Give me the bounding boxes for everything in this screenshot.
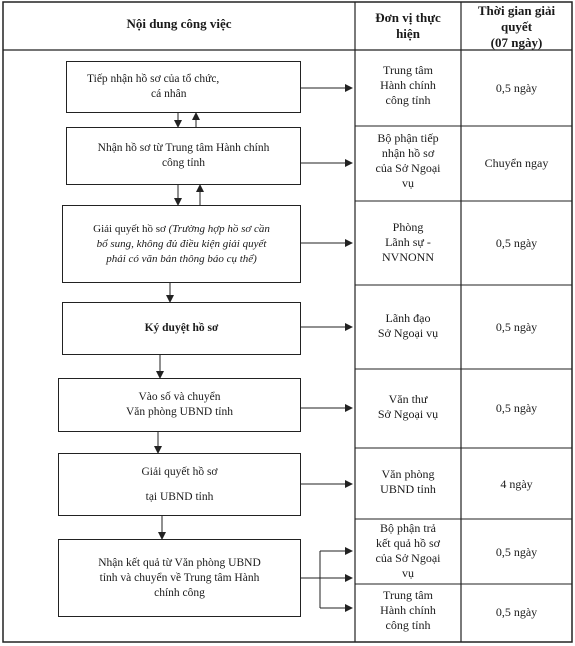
header-time-line1: Thời gian giải xyxy=(477,3,556,18)
unit-line: Lãnh sự - xyxy=(385,235,431,249)
header-time-line3: (07 ngày) xyxy=(490,35,543,50)
unit-line: Sở Ngoại vụ xyxy=(377,407,439,421)
step-text: Ký duyệt hồ sơ xyxy=(144,322,219,334)
unit-line: NVNONN xyxy=(382,250,434,264)
step-text: Nhận kết quả từ Văn phòng UBND xyxy=(98,556,261,569)
unit-line: Sở Ngoại vụ xyxy=(377,326,439,340)
unit-line: Văn phòng xyxy=(381,467,435,481)
step-text-italic: phải có văn bản thông báo cụ thể) xyxy=(106,252,257,265)
unit-cell xyxy=(355,311,461,341)
unit-line: Hành chính xyxy=(380,603,436,617)
unit-cell xyxy=(355,588,461,633)
time-cell: 0,5 ngày xyxy=(495,236,538,250)
unit-line: UBND tỉnh xyxy=(380,482,436,496)
unit-line: Lãnh đạo xyxy=(385,311,431,325)
unit-line: Hành chính xyxy=(380,78,436,92)
time-cell: Chuyển ngay xyxy=(484,156,549,170)
unit-line: vụ xyxy=(402,566,414,580)
unit-cell xyxy=(355,220,461,265)
unit-line: của Sở Ngoại xyxy=(375,161,441,175)
step-text: công tỉnh xyxy=(161,157,206,169)
step-text: Nhận hồ sơ từ Trung tâm Hành chính xyxy=(97,142,270,154)
step-box-result xyxy=(58,539,301,617)
unit-cell xyxy=(355,131,461,191)
unit-cell xyxy=(355,521,461,581)
unit-line: Bộ phận tiếp xyxy=(377,131,439,145)
step-text: cá nhân xyxy=(151,88,187,100)
step-text: Tiếp nhận hồ sơ của tổ chức, xyxy=(87,73,220,85)
step-box-approve xyxy=(62,302,301,355)
unit-cell xyxy=(355,63,461,108)
step-text: Văn phòng UBND tỉnh xyxy=(125,406,233,418)
time-cell: 0,5 ngày xyxy=(495,545,538,559)
step-text: tại UBND tỉnh xyxy=(145,490,214,503)
column-header-time xyxy=(461,3,572,51)
unit-cell xyxy=(355,392,461,422)
unit-cell xyxy=(355,467,461,497)
column-header-content xyxy=(3,16,355,32)
unit-line: Văn thư xyxy=(388,392,428,406)
unit-line: vụ xyxy=(402,176,414,190)
unit-line: kết quả hồ sơ xyxy=(375,536,440,550)
header-unit-line2: hiện xyxy=(396,26,420,41)
header-content-label: Nội dung công việc xyxy=(126,16,232,31)
step-box-receive xyxy=(66,61,301,113)
step-text: tỉnh và chuyển về Trung tâm Hành xyxy=(99,571,260,584)
header-time-line2: quyết xyxy=(500,19,533,34)
unit-line: Bộ phận trả xyxy=(380,521,436,535)
time-cell: 0,5 ngày xyxy=(495,320,538,334)
unit-line: nhận hồ sơ xyxy=(381,146,435,160)
time-cell: 0,5 ngày xyxy=(495,81,538,95)
step-text-italic: (Trường hợp hồ sơ cần xyxy=(168,222,270,235)
step-box-process xyxy=(62,205,301,283)
step-text-italic: bổ sung, không đủ điều kiện giải quyết xyxy=(96,237,267,250)
step-box-province xyxy=(58,453,301,516)
step-text: chính công xyxy=(154,586,205,599)
time-cell: 0,5 ngày xyxy=(495,401,538,415)
unit-line: của Sở Ngoại xyxy=(375,551,441,565)
unit-line: Trung tâm xyxy=(383,63,433,77)
unit-line: công tỉnh xyxy=(385,618,431,632)
time-cell: 0,5 ngày xyxy=(495,605,538,619)
step-box-register xyxy=(58,378,301,432)
unit-line: công tỉnh xyxy=(385,93,431,107)
header-unit-line1: Đơn vị thực xyxy=(375,10,441,25)
step-text: Giải quyết hồ sơ xyxy=(93,222,169,235)
unit-line: Phòng xyxy=(392,220,424,234)
unit-line: Trung tâm xyxy=(383,588,433,602)
step-box-accept xyxy=(66,127,301,185)
time-cell: 4 ngày xyxy=(500,477,533,491)
column-header-unit xyxy=(355,10,461,42)
step-text: Giải quyết hồ sơ xyxy=(141,465,218,478)
step-text: Vào số và chuyển xyxy=(138,391,221,403)
